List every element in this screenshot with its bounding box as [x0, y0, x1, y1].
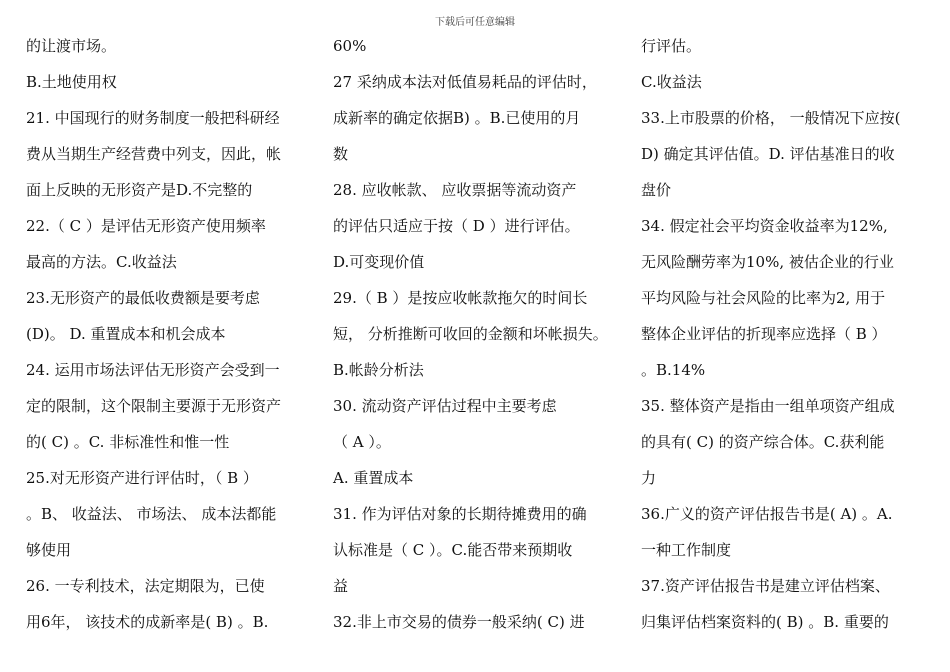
- page-header: 下载后可任意编辑: [435, 17, 515, 28]
- text-line: 26. 一专利技术，法定期限为，已使: [26, 577, 265, 595]
- text-line: 的( C) 。C. 非标准性和惟一性: [26, 433, 230, 451]
- text-line: 27 采纳成本法对低值易耗品的评估时，: [333, 73, 597, 91]
- text-line: 23.无形资产的最低收费额是要考虑: [26, 289, 260, 307]
- text-line: 34. 假定社会平均资金收益率为12%,: [641, 217, 888, 235]
- text-line: 一种工作制度: [641, 541, 732, 559]
- text-line: 够使用: [26, 541, 72, 559]
- text-line: 33.上市股票的价格， 一般情况下应按(: [641, 109, 901, 127]
- text-line: 的评估只适应于按（ D ）进行评估。: [333, 217, 580, 235]
- text-line: 无风险酬劳率为10%, 被估企业的行业: [641, 253, 894, 271]
- text-line: 定的限制，这个限制主要源于无形资产: [26, 397, 282, 415]
- text-line: 28. 应收帐款、 应收票据等流动资产: [333, 181, 577, 199]
- text-line: 22.（ C ）是评估无形资产使用频率: [26, 217, 266, 235]
- text-line: 60%: [333, 37, 367, 55]
- text-line: 费从当期生产经营费中列支，因此，帐: [26, 145, 282, 163]
- text-line: 。B.14%: [641, 361, 706, 379]
- text-line: 。B、 收益法、 市场法、 成本法都能: [26, 505, 277, 523]
- text-line: 29.（ B ）是按应收帐款拖欠的时间长: [333, 289, 588, 307]
- text-line: (D)。 D. 重置成本和机会成本: [26, 325, 226, 343]
- text-line: 37.资产评估报告书是建立评估档案、: [641, 577, 890, 595]
- text-line: 最高的方法。C.收益法: [26, 253, 177, 271]
- text-line: 31. 作为评估对象的长期待摊费用的确: [333, 505, 587, 523]
- text-line: 用6年， 该技术的成新率是( B) 。B.: [26, 613, 269, 631]
- text-line: 30. 流动资产评估过程中主要考虑: [333, 397, 557, 415]
- text-column-right: [641, 28, 925, 640]
- text-line: 36.广义的资产评估报告书是( A) 。A.: [641, 505, 893, 523]
- text-line: 数: [333, 145, 349, 163]
- text-line: 21. 中国现行的财务制度一般把科研经: [26, 109, 280, 127]
- text-line: 35. 整体资产是指由一组单项资产组成: [641, 397, 895, 415]
- text-line: （ A ）。: [333, 433, 391, 451]
- text-line: 25.对无形资产进行评估时，（ B ）: [26, 469, 258, 487]
- text-line: 短， 分析推断可收回的金额和坏帐损失。: [333, 325, 608, 343]
- text-line: 面上反映的无形资产是D.不完整的: [26, 181, 253, 199]
- text-line: 归集评估档案资料的( B) 。B. 重要的: [641, 613, 889, 631]
- text-line: 认标准是（ C ）。C.能否带来预期收: [333, 541, 573, 559]
- text-line: 益: [333, 577, 349, 595]
- text-line: A. 重置成本: [333, 469, 414, 487]
- text-line: B.土地使用权: [26, 73, 117, 91]
- text-line: 平均风险与社会风险的比率为2, 用于: [641, 289, 886, 307]
- text-line: D.可变现价值: [333, 253, 425, 271]
- text-line: 的具有( C) 的资产综合体。C.获利能: [641, 433, 885, 451]
- text-line: C.收益法: [641, 73, 702, 91]
- text-line: 32.非上市交易的债券一般采纳( C) 进: [333, 613, 585, 631]
- text-line: 24. 运用市场法评估无形资产会受到一: [26, 361, 280, 379]
- text-line: 盘价: [641, 181, 672, 199]
- text-line: B.帐龄分析法: [333, 361, 424, 379]
- text-line: D) 确定其评估值。D. 评估基准日的收: [641, 145, 895, 163]
- text-column-left: [26, 28, 310, 640]
- text-line: 成新率的确定依据B) 。B.已使用的月: [333, 109, 581, 127]
- text-column-middle: [333, 28, 617, 640]
- text-line: 整体企业评估的折现率应选择（ B ）: [641, 325, 887, 343]
- text-line: 行评估。: [641, 37, 702, 55]
- text-line: 力: [641, 469, 657, 487]
- text-line: 的让渡市场。: [26, 37, 117, 55]
